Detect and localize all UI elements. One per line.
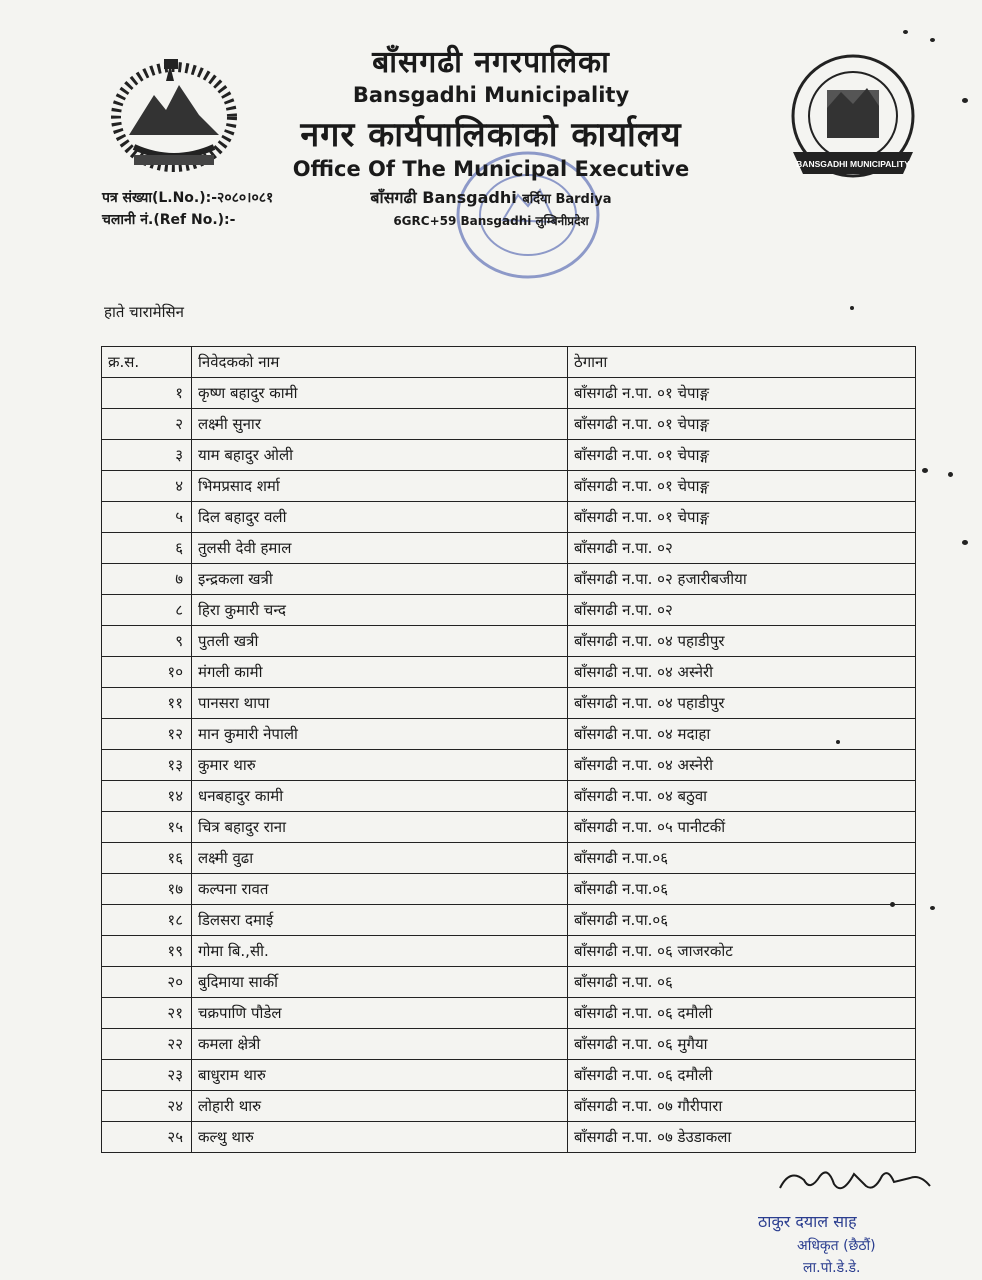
column-header-name: निवेदकको नाम [192, 347, 568, 378]
scan-speck [930, 38, 935, 42]
row-serial: ५ [102, 502, 192, 533]
scan-speck [962, 540, 968, 545]
table-row [102, 471, 916, 502]
row-serial: १४ [102, 781, 192, 812]
row-serial: २० [102, 967, 192, 998]
row-address: बाँसगढी न.पा. ०६ जाजरकोट [568, 936, 916, 967]
row-applicant-name: मंगली कामी [192, 657, 568, 688]
row-applicant-name: तुलसी देवी हमाल [192, 533, 568, 564]
row-address: बाँसगढी न.पा. ०४ मदाहा [568, 719, 916, 750]
scan-speck [903, 30, 908, 34]
row-serial: ४ [102, 471, 192, 502]
row-address: बाँसगढी न.पा. ०४ पहाडीपुर [568, 626, 916, 657]
row-applicant-name: कल्थु थारु [192, 1122, 568, 1153]
table-row [102, 595, 916, 626]
table-row [102, 1029, 916, 1060]
row-applicant-name: याम बहादुर ओली [192, 440, 568, 471]
row-applicant-name: डिलसरा दमाई [192, 905, 568, 936]
scan-speck [922, 468, 928, 473]
scan-speck [890, 902, 895, 907]
row-serial: १६ [102, 843, 192, 874]
row-address: बाँसगढी न.पा. ०६ दमौली [568, 998, 916, 1029]
table-row [102, 967, 916, 998]
table-row [102, 781, 916, 812]
municipality-name-en: Bansgadhi Municipality [352, 83, 630, 107]
row-serial: १० [102, 657, 192, 688]
row-serial: १२ [102, 719, 192, 750]
row-address: बाँसगढी न.पा. ०७ गौरीपारा [568, 1091, 916, 1122]
column-header-sn: क्र.स. [102, 347, 192, 378]
seal-banner-text: BANSGADHI MUNICIPALITY [796, 159, 910, 169]
row-address: बाँसगढी न.पा. ०१ चेपाङ्ग [568, 440, 916, 471]
row-address: बाँसगढी न.पा. ०६ दमौली [568, 1060, 916, 1091]
row-applicant-name: भिमप्रसाद शर्मा [192, 471, 568, 502]
row-serial: २३ [102, 1060, 192, 1091]
row-address: बाँसगढी न.पा. ०६ [568, 967, 916, 998]
office-name-en: Office Of The Municipal Executive [292, 157, 690, 181]
office-name-np: नगर कार्यपालिकाको कार्यालय [300, 115, 682, 155]
row-address: बाँसगढी न.पा. ०१ चेपाङ्ग [568, 378, 916, 409]
row-address: बाँसगढी न.पा. ०५ पानीटकीं [568, 812, 916, 843]
row-serial: २२ [102, 1029, 192, 1060]
row-applicant-name: कृष्ण बहादुर कामी [192, 378, 568, 409]
row-serial: ११ [102, 688, 192, 719]
table-row [102, 533, 916, 564]
row-applicant-name: बुदिमाया सार्की [192, 967, 568, 998]
table-row [102, 564, 916, 595]
municipality-name-np: बाँसगढी नगरपालिका [372, 45, 610, 80]
table-row [102, 812, 916, 843]
table-row [102, 1122, 916, 1153]
table-row [102, 409, 916, 440]
plus-code: 6GRC+59 Bansgadhi लुम्बिनीप्रदेश [393, 214, 589, 228]
table-row [102, 502, 916, 533]
row-serial: २४ [102, 1091, 192, 1122]
row-applicant-name: इन्द्रकला खत्री [192, 564, 568, 595]
row-address: बाँसगढी न.पा. ०७ डेउडाकला [568, 1122, 916, 1153]
row-applicant-name: मान कुमारी नेपाली [192, 719, 568, 750]
row-applicant-name: लक्ष्मी वुढा [192, 843, 568, 874]
row-address: बाँसगढी न.पा. ०४ पहाडीपुर [568, 688, 916, 719]
table-row [102, 843, 916, 874]
row-serial: ३ [102, 440, 192, 471]
signatory-title: अधिकृत (छैठौं) [797, 1238, 876, 1254]
row-address: बाँसगढी न.पा. ०४ अस्नेरी [568, 750, 916, 781]
row-address: बाँसगढी न.पा. ०१ चेपाङ्ग [568, 471, 916, 502]
row-address: बाँसगढी न.पा. ०२ [568, 533, 916, 564]
row-address: बाँसगढी न.पा.०६ [568, 874, 916, 905]
column-header-address: ठेगाना [568, 347, 916, 378]
letter-number: पत्र संख्या(L.No.):-२०८०।०८१ [102, 190, 274, 206]
row-address: बाँसगढी न.पा. ०४ अस्नेरी [568, 657, 916, 688]
row-serial: १७ [102, 874, 192, 905]
row-applicant-name: गोमा बि.,सी. [192, 936, 568, 967]
address-np: बाँसगढी [370, 188, 417, 207]
table-row [102, 874, 916, 905]
row-serial: ८ [102, 595, 192, 626]
table-row [102, 378, 916, 409]
row-address: बाँसगढी न.पा. ०४ बठुवा [568, 781, 916, 812]
table-row [102, 688, 916, 719]
handwritten-signature [770, 1162, 940, 1202]
row-applicant-name: कमला क्षेत्री [192, 1029, 568, 1060]
row-serial: २ [102, 409, 192, 440]
row-serial: ९ [102, 626, 192, 657]
row-address: बाँसगढी न.पा. ०२ हजारीबजीया [568, 564, 916, 595]
row-address: बाँसगढी न.पा. ०२ [568, 595, 916, 626]
row-applicant-name: कल्पना रावत [192, 874, 568, 905]
row-address: बाँसगढी न.पा. ०१ चेपाङ्ग [568, 409, 916, 440]
row-serial: २५ [102, 1122, 192, 1153]
scan-speck [948, 472, 953, 477]
row-serial: १८ [102, 905, 192, 936]
reference-number: चलानी नं.(Ref No.):- [102, 212, 236, 228]
scan-speck [962, 98, 968, 103]
row-serial: १९ [102, 936, 192, 967]
row-applicant-name: लोहारी थारु [192, 1091, 568, 1122]
table-row [102, 440, 916, 471]
table-row [102, 750, 916, 781]
row-serial: १५ [102, 812, 192, 843]
address-district: बर्दिया Bardiya [522, 192, 612, 207]
row-applicant-name: पानसरा थापा [192, 688, 568, 719]
row-applicant-name: चित्र बहादुर राना [192, 812, 568, 843]
subject-line: हाते चारामेसिन [104, 303, 184, 321]
row-serial: १३ [102, 750, 192, 781]
row-address: बाँसगढी न.पा.०६ [568, 905, 916, 936]
row-address: बाँसगढी न.पा. ०६ मुगैया [568, 1029, 916, 1060]
row-applicant-name: कुमार थारु [192, 750, 568, 781]
row-applicant-name: दिल बहादुर वली [192, 502, 568, 533]
row-serial: २१ [102, 998, 192, 1029]
table-row [102, 998, 916, 1029]
row-serial: १ [102, 378, 192, 409]
row-applicant-name: हिरा कुमारी चन्द [192, 595, 568, 626]
scan-speck [930, 906, 935, 910]
row-applicant-name: पुतली खत्री [192, 626, 568, 657]
scan-speck [836, 740, 840, 744]
table-row [102, 1060, 916, 1091]
row-applicant-name: चक्रपाणि पौडेल [192, 998, 568, 1029]
address-en: Bansgadhi [422, 188, 517, 207]
signatory-name: ठाकुर दयाल साह [758, 1212, 857, 1231]
scan-speck [850, 306, 854, 310]
table-header-row [102, 347, 916, 378]
table-row [102, 1091, 916, 1122]
row-address: बाँसगढी न.पा.०६ [568, 843, 916, 874]
table-row [102, 626, 916, 657]
row-serial: ७ [102, 564, 192, 595]
row-applicant-name: धनबहादुर कामी [192, 781, 568, 812]
table-row [102, 936, 916, 967]
row-serial: ६ [102, 533, 192, 564]
applicant-table [101, 346, 916, 1153]
row-address: बाँसगढी न.पा. ०१ चेपाङ्ग [568, 502, 916, 533]
table-row [102, 905, 916, 936]
table-row [102, 719, 916, 750]
table-row [102, 657, 916, 688]
row-applicant-name: लक्ष्मी सुनार [192, 409, 568, 440]
signatory-office: ला.पो.डे.डे. [803, 1260, 861, 1276]
row-applicant-name: बाधुराम थारु [192, 1060, 568, 1091]
